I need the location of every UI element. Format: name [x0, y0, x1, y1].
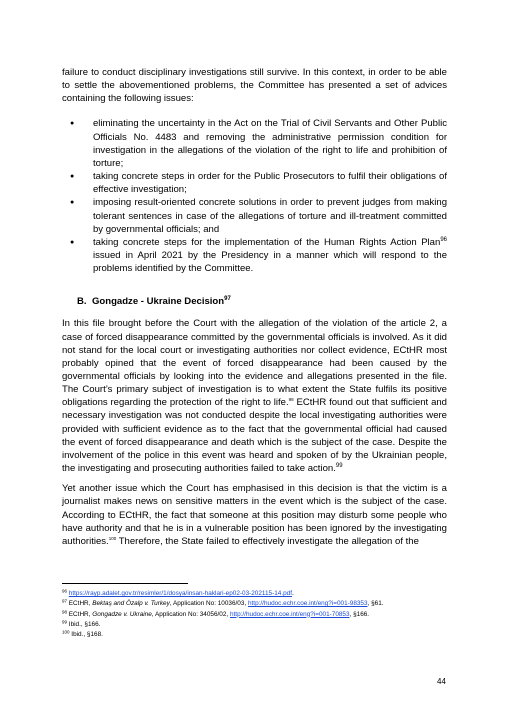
footnote-text: , Application No: 34056/02, [151, 610, 230, 618]
paragraph-court [62, 317, 447, 475]
footnote-ref: 96 [440, 236, 447, 243]
footnote-divider [62, 583, 188, 584]
list-item: ● eliminating the uncertainty in the Act on the Trial of Civil Servants and Other Public Officials No. 4483 and removing the administrative permission condition for investigation in the allegations of the violation of the right to life and prohibition of torture; [93, 117, 447, 170]
footnote [62, 620, 452, 630]
footnote-ref: 99 [335, 463, 343, 470]
paragraph-text: Yet another issue which the Court has emphasised in this decision is that the victim is a journalist makes news on sensitive matters in the event which is the subject of the case. According to ECtHR, the fact that someone at this position may disturb some people who have authority and that he is in a vulnerable position has been ignored by the investigating authorities. [62, 483, 447, 547]
list-item [93, 236, 447, 275]
section-heading [77, 295, 447, 308]
section-title: Gongadze - Ukraine Decision [92, 296, 225, 308]
section-letter: B. [77, 296, 87, 308]
footnote-text: Ibid., §166. [67, 620, 101, 628]
footnotes [62, 589, 452, 640]
footnote-link[interactable]: http://hudoc.echr.coe.int/eng?i=001-98353 [247, 600, 368, 608]
footnote-text: ECtHR, [67, 610, 93, 618]
footnote-link[interactable]: https://rayp.adalet.gov.tr/resimler/1/dosya/insan-haklari-ep02-03-202115-14.pdf [68, 590, 292, 597]
footnote-ref: 100 [108, 535, 117, 541]
paragraph-text: ECtHR found out that sufficient and necessary investigation was not conducted despite the local investigating authorities were provided with sufficient evidence as to the fact that the governmental official had caused the event of forced disappearance and death which is the subject of the case. Despite the involvement of the police in this event was heard and spoken of by the Ukrainian people, the investigating and prosecuting authorities failed to take action. [62, 397, 447, 475]
list-item-text: issued in April 2021 by the Presidency in a manner which will respond to the problems identified by the Committee. [93, 250, 447, 275]
footnote-ref: 97 [224, 296, 231, 303]
footnote-number: 98 [62, 609, 68, 615]
list-item: ● imposing result-oriented concrete solutions in order to prevent judges from making tolerant sentences in case of the allegations of torture and ill-treatment committed by governmental officials; and [93, 196, 447, 235]
footnote [62, 610, 452, 620]
page-number: 44 [437, 677, 446, 686]
footnote [62, 599, 452, 609]
case-name: Bektaş and Özalp v. Turkey [92, 600, 170, 608]
footnote-text: . [292, 590, 294, 597]
footnote-text: , §61. [367, 600, 384, 608]
paragraph-text: In this file brought before the Court with the allegation of the violation of the article 2, a case of forced disappearance committed by the governmental officials is involved. As it did not stand for the local court or investigating authorities nor collect evidence, ECtHR most probably opined that the event of forced disappearance had been caused by the governmental officials by looking into the evidence and allegations presented in the file. The Court’s primary subject of investigation is to what extent the State fulfils its positive obligations regarding the protection of the right to life. [62, 318, 447, 409]
footnote [62, 589, 452, 599]
footnote-text: Ibid., §168. [69, 631, 103, 639]
list-item-text: taking concrete steps for the implementation of the Human Rights Action Plan [93, 236, 441, 248]
paragraph-intro: failure to conduct disciplinary investigations still survive. In this context, in order to be able to settle the abovementioned problems, the Committee has presented a set of advices containing the following issues: [62, 67, 447, 105]
footnote-text: , Application No: 10036/03, [169, 600, 248, 608]
footnote-ref: 98 [288, 397, 294, 403]
footnote-text: ECtHR, [67, 600, 93, 608]
footnote-text: , §166. [349, 610, 370, 618]
paragraph-text: Therefore, the State failed to effectively investigate the allegation of the [116, 535, 419, 547]
footnote-number: 99 [62, 619, 68, 625]
case-name: Gongadze v. Ukraine [92, 610, 152, 618]
footnote-number: 96 [62, 588, 68, 594]
advice-list [62, 117, 447, 275]
footnote [62, 630, 452, 640]
footnote-link[interactable]: http://hudoc.echr.coe.int/eng?i=001-70853 [229, 610, 350, 618]
footnote-number: 97 [62, 598, 68, 604]
footnote-number: 100 [62, 629, 70, 635]
body-text [62, 66, 447, 555]
paragraph-journalist [62, 482, 447, 548]
list-item: ● taking concrete steps in order for the Public Prosecutors to fulfil their obligations of effective investigation; [93, 170, 447, 196]
